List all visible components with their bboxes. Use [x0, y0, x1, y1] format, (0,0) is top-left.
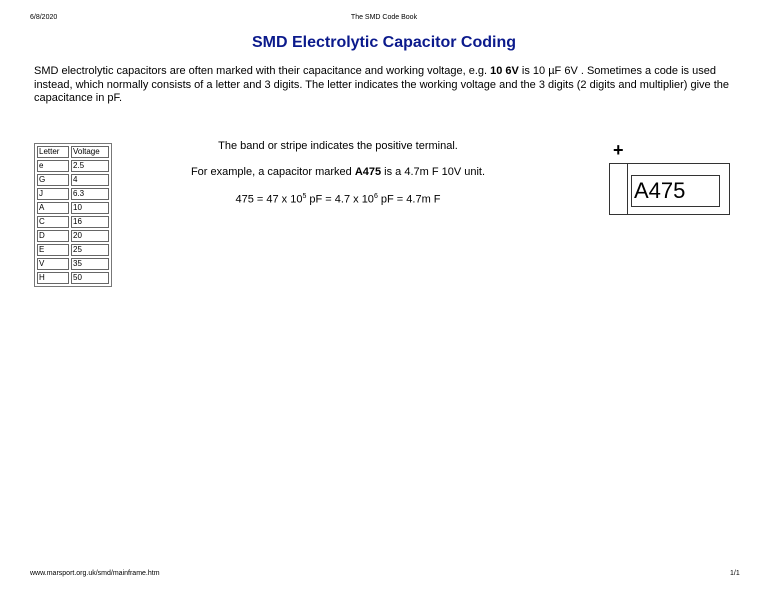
page-title: SMD Electrolytic Capacitor Coding [251, 34, 517, 51]
table-row [37, 202, 109, 214]
letter-cell: H [37, 272, 69, 284]
voltage-cell: 2.5 [71, 160, 109, 172]
letter-cell: E [37, 244, 69, 256]
letter-cell: V [37, 258, 69, 270]
table-row [37, 174, 109, 186]
positive-terminal-plus-icon: + [613, 140, 624, 160]
voltage-cell: 4 [71, 174, 109, 186]
example-suffix: is a 4.7m F 10V unit. [381, 166, 486, 178]
intro-bold-example: 10 6V [490, 65, 519, 77]
voltage-cell: 25 [71, 244, 109, 256]
table-row [37, 244, 109, 256]
table-row [37, 160, 109, 172]
table-row [37, 272, 109, 284]
intro-text-after: is 10 µF 6V . Sometimes a code is used instead, which normally consists of a letter and 3 digits. The letter indicates the working voltage and the 3 digits (2 digits and multiplier) give the capacitance in pF. [34, 65, 729, 104]
formula-part-3: pF = 4.7m F [377, 193, 441, 206]
voltage-cell: 35 [71, 258, 109, 270]
footer-url: www.marsport.org.uk/smd/mainframe.htm [30, 570, 160, 577]
voltage-cell: 16 [71, 216, 109, 228]
letter-cell: e [37, 160, 69, 172]
capacitor-marking: A475 [631, 175, 720, 207]
letter-cell: A [37, 202, 69, 214]
column-header-voltage: Voltage [71, 146, 109, 158]
letter-cell: C [37, 216, 69, 228]
formula-exponent-1: 5 [302, 193, 307, 200]
letter-cell: J [37, 188, 69, 200]
letter-cell: D [37, 230, 69, 242]
band-note: The band or stripe indicates the positive terminal. [218, 140, 458, 152]
capacitor-diagram [609, 163, 730, 215]
capacitance-formula [178, 193, 498, 206]
header-title: The SMD Code Book [350, 14, 418, 21]
voltage-cell: 50 [71, 272, 109, 284]
formula-part-1: 475 = 47 x 10 [235, 193, 303, 206]
table-header-row [37, 146, 109, 158]
table-row [37, 258, 109, 270]
formula-part-2: pF = 4.7 x 10 [306, 193, 374, 206]
intro-text-before: SMD electrolytic capacitors are often marked with their capacitance and working voltage, e.g. [34, 65, 491, 77]
column-header-letter: Letter [37, 146, 69, 158]
header-date: 6/8/2020 [30, 14, 58, 21]
voltage-cell: 6.3 [71, 188, 109, 200]
letter-cell: G [37, 174, 69, 186]
formula-exponent-2: 6 [373, 193, 378, 200]
table-row [37, 216, 109, 228]
example-code: A475 [354, 166, 382, 178]
table-row [37, 230, 109, 242]
table-row [37, 188, 109, 200]
footer-page-number: 1/1 [730, 570, 740, 577]
polarity-band [627, 164, 628, 214]
example-sentence [178, 166, 498, 178]
voltage-cell: 20 [71, 230, 109, 242]
intro-paragraph [34, 65, 734, 106]
voltage-cell: 10 [71, 202, 109, 214]
example-prefix: For example, a capacitor marked [190, 166, 355, 178]
voltage-code-table [34, 143, 112, 287]
